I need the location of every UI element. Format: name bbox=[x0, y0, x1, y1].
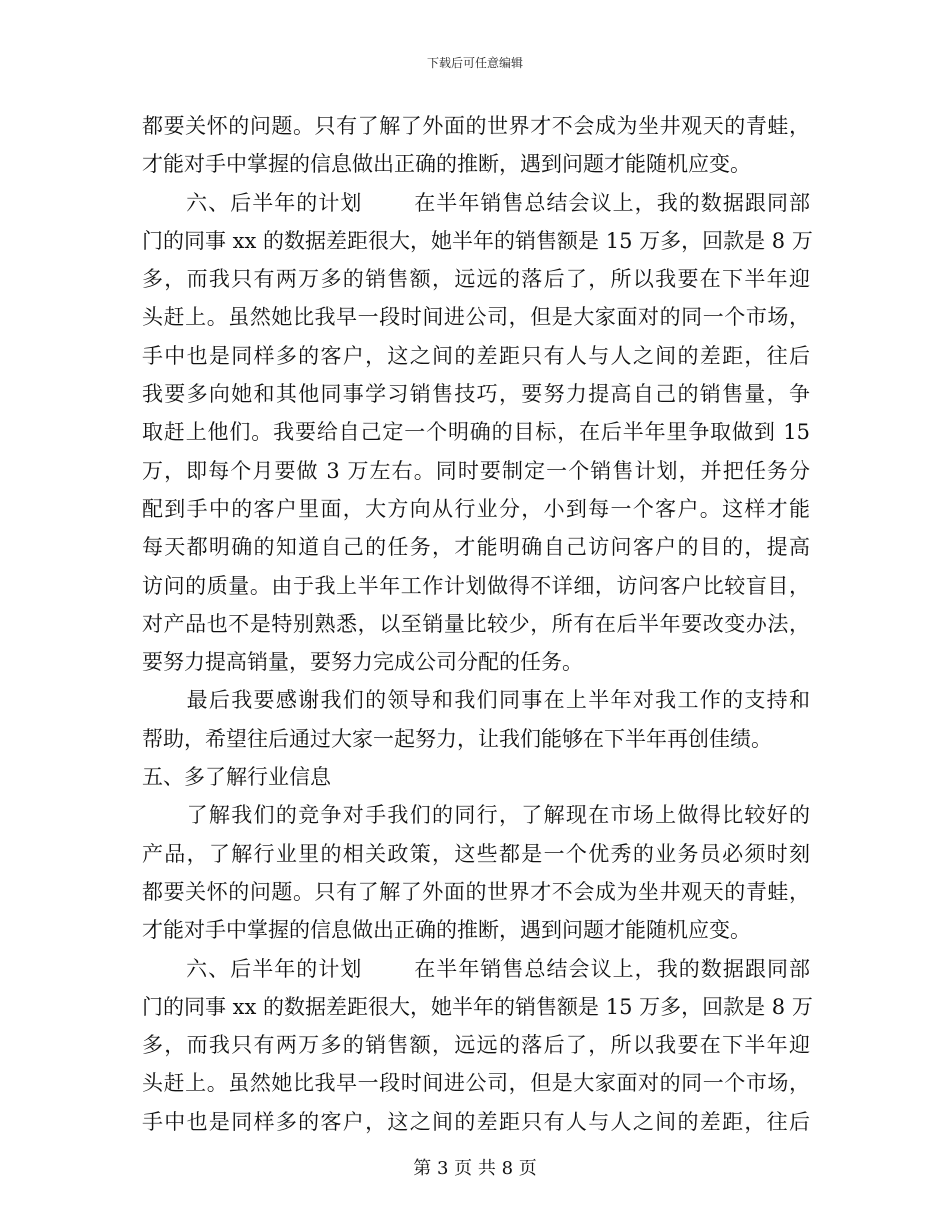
text-line: 头赶上。虽然她比我早一段时间进公司，但是大家面对的同一个市场， bbox=[142, 305, 810, 330]
text-line: 门的同事 xx 的数据差距很大，她半年的销售额是 15 万多，回款是 8 万 bbox=[142, 994, 813, 1019]
text-line: 万，即每个月要做 3 万左右。同时要制定一个销售计划，并把任务分 bbox=[142, 458, 810, 483]
text-line: 要努力提高销量，要努力完成公司分配的任务。 bbox=[142, 650, 583, 675]
text-line: 头赶上。虽然她比我早一段时间进公司，但是大家面对的同一个市场， bbox=[142, 1071, 810, 1096]
text-line: 对产品也不是特别熟悉，以至销量比较少，所有在后半年要改变办法， bbox=[142, 611, 810, 636]
page-header-note: 下载后可任意编辑 bbox=[426, 56, 523, 70]
text-line: 手中也是同样多的客户，这之间的差距只有人与人之间的差距，往后 bbox=[142, 1109, 810, 1134]
text-line: 产品，了解行业里的相关政策，这些都是一个优秀的业务员必须时刻 bbox=[142, 841, 810, 866]
text-line: 最后我要感谢我们的领导和我们同事在上半年对我工作的支持和 bbox=[142, 688, 810, 713]
text-line: 多，而我只有两万多的销售额，远远的落后了，所以我要在下半年迎 bbox=[142, 267, 810, 292]
text-line: 取赶上他们。我要给自己定一个明确的目标，在后半年里争取做到 15 bbox=[142, 420, 810, 445]
text-line: 我要多向她和其他同事学习销售技巧，要努力提高自己的销售量，争 bbox=[142, 382, 810, 407]
text-line: 才能对手中掌握的信息做出正确的推断，遇到问题才能随机应变。 bbox=[142, 152, 751, 177]
text-line: 了解我们的竞争对手我们的同行，了解现在市场上做得比较好的 bbox=[142, 803, 810, 828]
text-line: 才能对手中掌握的信息做出正确的推断，遇到问题才能随机应变。 bbox=[142, 918, 751, 943]
text-line: 访问的质量。由于我上半年工作计划做得不详细，访问客户比较盲目， bbox=[142, 573, 810, 598]
document-body bbox=[142, 107, 813, 1141]
text-line: 六、后半年的计划 在半年销售总结会议上，我的数据跟同部 bbox=[142, 956, 810, 981]
text-line: 多，而我只有两万多的销售额，远远的落后了，所以我要在下半年迎 bbox=[142, 1033, 810, 1058]
text-line: 配到手中的客户里面，大方向从行业分，小到每一个客户。这样才能 bbox=[142, 496, 810, 521]
text-line: 都要关怀的问题。只有了解了外面的世界才不会成为坐井观天的青蛙， bbox=[142, 879, 810, 904]
text-line: 六、后半年的计划 在半年销售总结会议上，我的数据跟同部 bbox=[142, 190, 810, 215]
text-line: 每天都明确的知道自己的任务，才能明确自己访问客户的目的，提高 bbox=[142, 535, 810, 560]
text-line: 门的同事 xx 的数据差距很大，她半年的销售额是 15 万多，回款是 8 万 bbox=[142, 228, 813, 253]
text-line: 都要关怀的问题。只有了解了外面的世界才不会成为坐井观天的青蛙， bbox=[142, 114, 810, 138]
page-number: 第 3 页 共 8 页 bbox=[413, 1158, 537, 1179]
text-line: 手中也是同样多的客户，这之间的差距只有人与人之间的差距，往后 bbox=[142, 343, 810, 368]
text-line: 帮助，希望往后通过大家一起努力，让我们能够在下半年再创佳绩。 bbox=[142, 726, 772, 751]
section-heading: 五、多了解行业信息 bbox=[142, 765, 331, 790]
